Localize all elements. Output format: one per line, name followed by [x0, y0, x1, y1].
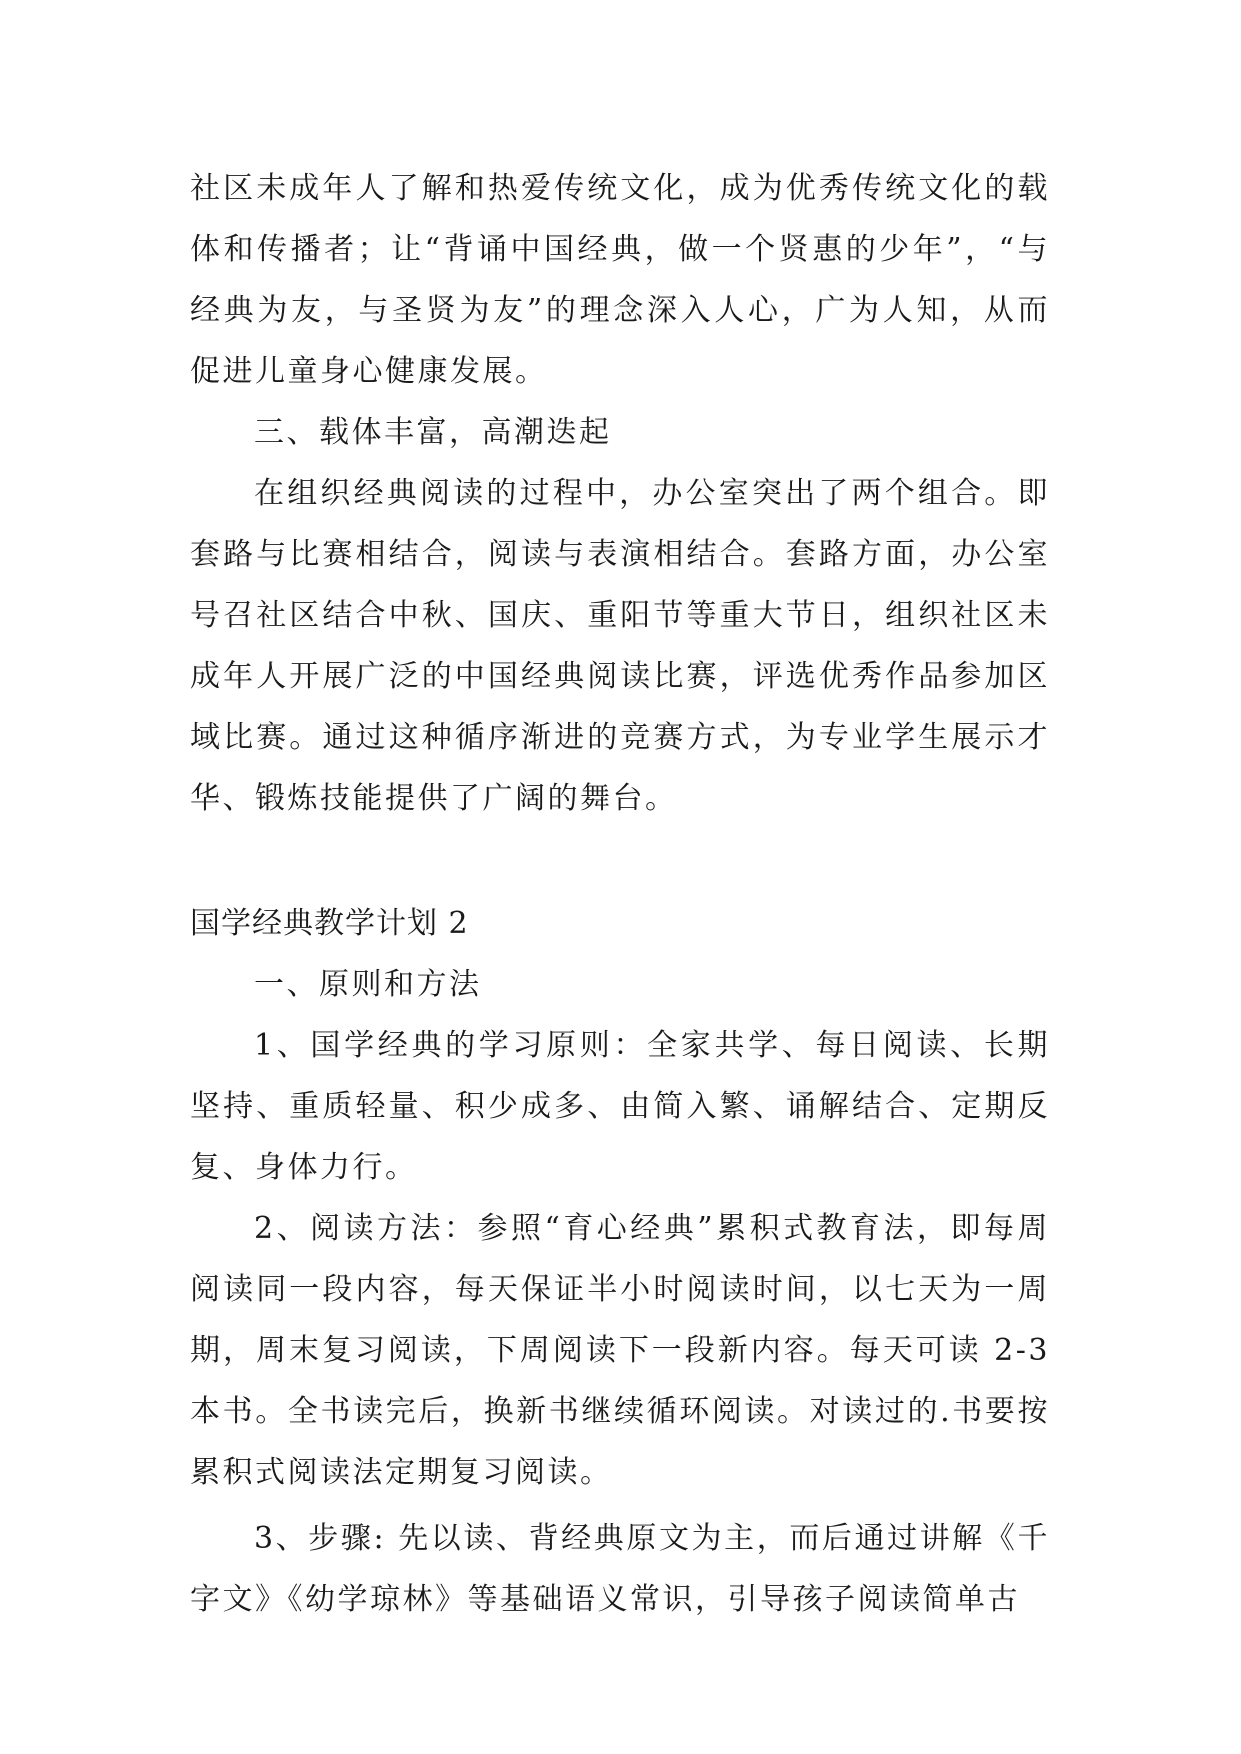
paragraph-reading-method: 2、阅读方法：参照“育心经典”累积式教育法，即每周阅读同一段内容，每天保证半小时阅读时间，以七天为一周期，周末复习阅读，下周阅读下一段新内容。每天可读 2-3 本书。全书读完后，换新书继续循环阅读。对读过的.书要按累积式阅读法定期复习阅读。	[190, 1211, 1050, 1490]
paragraph-reading-organization: 在组织经典阅读的过程中，办公室突出了两个组合。即套路与比赛相结合，阅读与表演相结合。套路方面，办公室号召社区结合中秋、国庆、重阳节等重大节日，组织社区未成年人开展广泛的中国经典阅读比赛，评选优秀作品参加区域比赛。通过这种循序渐进的竞赛方式，为专业学生展示才华、锻炼技能提供了广阔的舞台。	[190, 476, 1050, 816]
heading-principles-methods: 一、原则和方法	[254, 967, 482, 1002]
paragraph-community-culture: 社区未成年人了解和热爱传统文化，成为优秀传统文化的载体和传播者；让“背诵中国经典，做一个贤惠的少年”，“与经典为友，与圣贤为友”的理念深入人心，广为人知，从而促进儿童身心健康发展。	[190, 171, 1050, 389]
section-title: 国学经典教学计划 2	[190, 906, 469, 941]
document-page	[190, 158, 1050, 1630]
heading-carrier-rich: 三、载体丰富，高潮迭起	[254, 415, 612, 450]
paragraph-steps: 3、步骤: 先以读、背经典原文为主，而后通过讲解《千字文》《幼学琼林》等基础语义常识，引导孩子阅读简单古	[190, 1521, 1050, 1617]
paragraph-learning-principles: 1、国学经典的学习原则：全家共学、每日阅读、长期坚持、重质轻量、积少成多、由简入繁、诵解结合、定期反复、身体力行。	[190, 1028, 1050, 1185]
